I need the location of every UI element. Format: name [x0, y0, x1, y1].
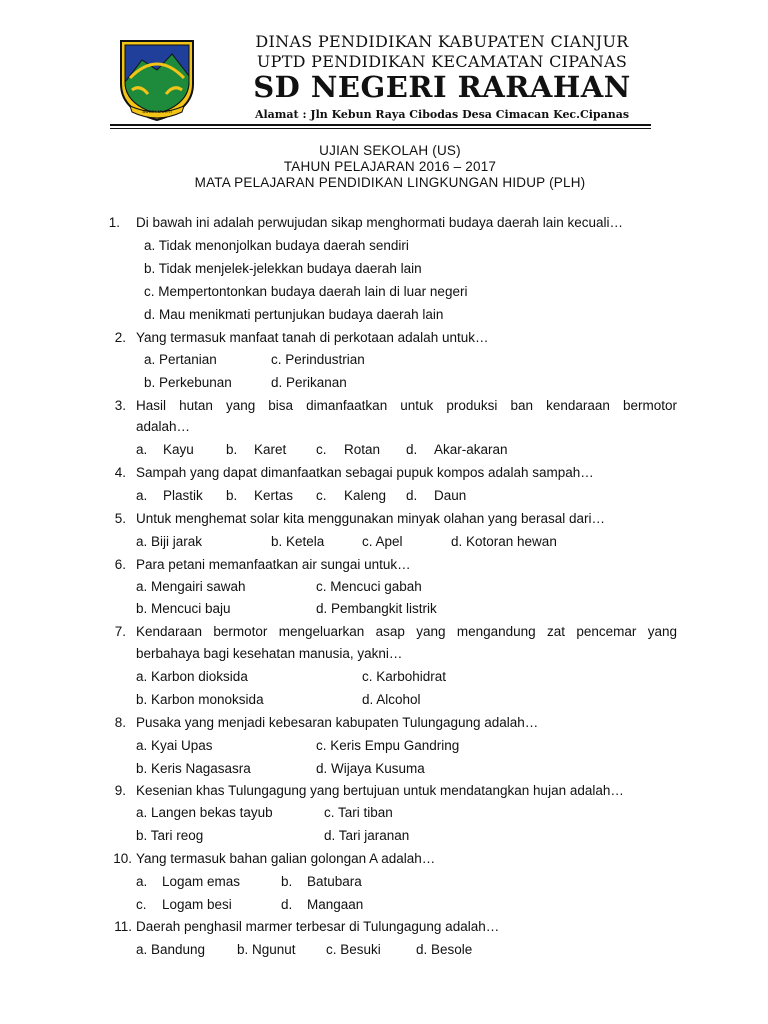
- option-b-letter: b.: [281, 874, 293, 889]
- option-b: Karet: [254, 442, 287, 457]
- option-d: Daun: [434, 488, 467, 503]
- question-text: Untuk menghemat solar kita menggunakan minyak olahan yang berasal dari…: [136, 511, 606, 526]
- option-c: Logam besi: [162, 897, 232, 912]
- option-a-letter: a.: [136, 874, 148, 889]
- option-a: a. Mengairi sawah: [136, 579, 246, 594]
- question-text-continued: berbahaya bagi kesehatan manusia, yakni…: [136, 646, 403, 661]
- option-d: Akar-akaran: [434, 442, 508, 457]
- option-a: Kayu: [163, 442, 194, 457]
- header-rule-thick: [110, 124, 651, 126]
- question-number: 6.: [114, 557, 126, 572]
- question-text: Kendaraan bermotor mengeluarkan asap yang mengandung zat pencemar yang: [136, 624, 677, 639]
- option-b: b. Perkebunan: [144, 375, 232, 390]
- option-c: c. Tari tiban: [324, 805, 393, 820]
- option-c: c. Perindustrian: [271, 352, 365, 367]
- question-number: 7.: [114, 624, 126, 639]
- option-b: b. Karbon monoksida: [136, 692, 264, 707]
- option-d: d. Tari jaranan: [324, 828, 410, 843]
- option-a: a. Kyai Upas: [136, 738, 213, 753]
- question-text: Daerah penghasil marmer terbesar di Tulungagung adalah…: [136, 919, 500, 934]
- option-b: b. Keris Nagasasra: [136, 761, 251, 776]
- question-number: 9.: [114, 783, 126, 798]
- logo-motto: SUGIH MUKTI: [142, 109, 172, 114]
- option-d: d. Perikanan: [271, 375, 347, 390]
- question-number: 11.: [114, 919, 132, 934]
- question-number: 8.: [114, 715, 126, 730]
- option-a: a. Pertanian: [144, 352, 217, 367]
- option-c-letter: c.: [316, 488, 327, 503]
- option-a-letter: a.: [136, 488, 148, 503]
- option-b: Batubara: [307, 874, 362, 889]
- question-text: Sampah yang dapat dimanfaatkan sebagai pupuk kompos adalah sampah…: [136, 465, 594, 480]
- exam-year: TAHUN PELAJARAN 2016 – 2017: [283, 159, 497, 174]
- option-c: c. Mempertontonkan budaya daerah lain di luar negeri: [144, 284, 468, 299]
- agency-name: DINAS PENDIDIKAN KABUPATEN CIANJUR: [255, 32, 629, 51]
- option-c-letter: c.: [136, 897, 147, 912]
- option-d: d. Alcohol: [362, 692, 421, 707]
- question-number: 4.: [114, 465, 126, 480]
- option-a: a. Bandung: [136, 942, 206, 957]
- district-emblem-icon: [118, 38, 196, 122]
- sub-agency-name: UPTD PENDIDIKAN KECAMATAN CIPANAS: [256, 52, 628, 71]
- option-d-letter: d.: [406, 488, 418, 503]
- option-c: c. Mencuci gabah: [316, 579, 422, 594]
- option-b-letter: b.: [226, 442, 238, 457]
- exam-heading: [100, 143, 680, 191]
- question-text: Para petani memanfaatkan air sungai untuk…: [136, 557, 411, 572]
- question-text: Hasil hutan yang bisa dimanfaatkan untuk produksi ban kendaraan bermotor: [136, 398, 677, 413]
- question-text: Pusaka yang menjadi kebesaran kabupaten Tulungagung adalah…: [136, 715, 539, 730]
- question-number: 10.: [113, 851, 132, 866]
- option-d: d. Besole: [416, 942, 473, 957]
- option-c: c. Apel: [362, 534, 403, 549]
- question-text: Di bawah ini adalah perwujudan sikap menghormati budaya daerah lain kecuali…: [136, 215, 624, 230]
- option-b: b. Tari reog: [136, 828, 204, 843]
- question-number: 3.: [114, 398, 126, 413]
- question-number: 1.: [108, 215, 120, 230]
- option-d-letter: d.: [406, 442, 418, 457]
- option-b: b. Tidak menjelek-jelekkan budaya daerah lain: [144, 261, 422, 276]
- option-b: b. Ketela: [271, 534, 325, 549]
- question-number: 5.: [114, 511, 126, 526]
- question-number: 2.: [114, 330, 126, 345]
- option-d: Mangaan: [307, 897, 364, 912]
- option-a: Plastik: [163, 488, 203, 503]
- option-c: Kaleng: [344, 488, 387, 503]
- question-text: Kesenian khas Tulungagung yang bertujuan untuk mendatangkan hujan adalah…: [136, 783, 624, 798]
- school-name: SD NEGERI RARAHAN: [253, 70, 631, 104]
- question-text: Yang termasuk manfaat tanah di perkotaan adalah untuk…: [136, 330, 489, 345]
- option-c: c. Besuki: [326, 942, 381, 957]
- option-d: d. Kotoran hewan: [451, 534, 557, 549]
- option-d: d. Wijaya Kusuma: [316, 761, 425, 776]
- option-a: a. Tidak menonjolkan budaya daerah sendiri: [144, 238, 409, 253]
- option-b: Kertas: [254, 488, 294, 503]
- option-b: b. Ngunut: [237, 942, 296, 957]
- option-b-letter: b.: [226, 488, 238, 503]
- option-a: a. Karbon dioksida: [136, 669, 248, 684]
- exam-subject: MATA PELAJARAN PENDIDIKAN LINGKUNGAN HIDUP (PLH): [194, 175, 586, 190]
- option-c: c. Keris Empu Gandring: [316, 738, 460, 753]
- option-d-letter: d.: [281, 897, 293, 912]
- exam-title: UJIAN SEKOLAH (US): [319, 143, 461, 158]
- option-d: d. Pembangkit listrik: [316, 601, 437, 616]
- option-a: a. Biji jarak: [136, 534, 203, 549]
- question-text: Yang termasuk bahan galian golongan A adalah…: [136, 851, 436, 866]
- option-a-letter: a.: [136, 442, 148, 457]
- option-d: d. Mau menikmati pertunjukan budaya daerah lain: [144, 307, 444, 322]
- option-a: a. Langen bekas tayub: [136, 805, 273, 820]
- question-text-continued: adalah…: [136, 419, 191, 434]
- option-c: c. Karbohidrat: [362, 669, 447, 684]
- school-address: Alamat : Jln Kebun Raya Cibodas Desa Cimacan Kec.Cipanas: [254, 108, 630, 121]
- option-c-letter: c.: [316, 442, 327, 457]
- option-a: Logam emas: [162, 874, 241, 889]
- option-b: b. Mencuci baju: [136, 601, 231, 616]
- option-c: Rotan: [344, 442, 381, 457]
- letterhead: [0, 0, 768, 130]
- header-rule-thin: [110, 128, 651, 129]
